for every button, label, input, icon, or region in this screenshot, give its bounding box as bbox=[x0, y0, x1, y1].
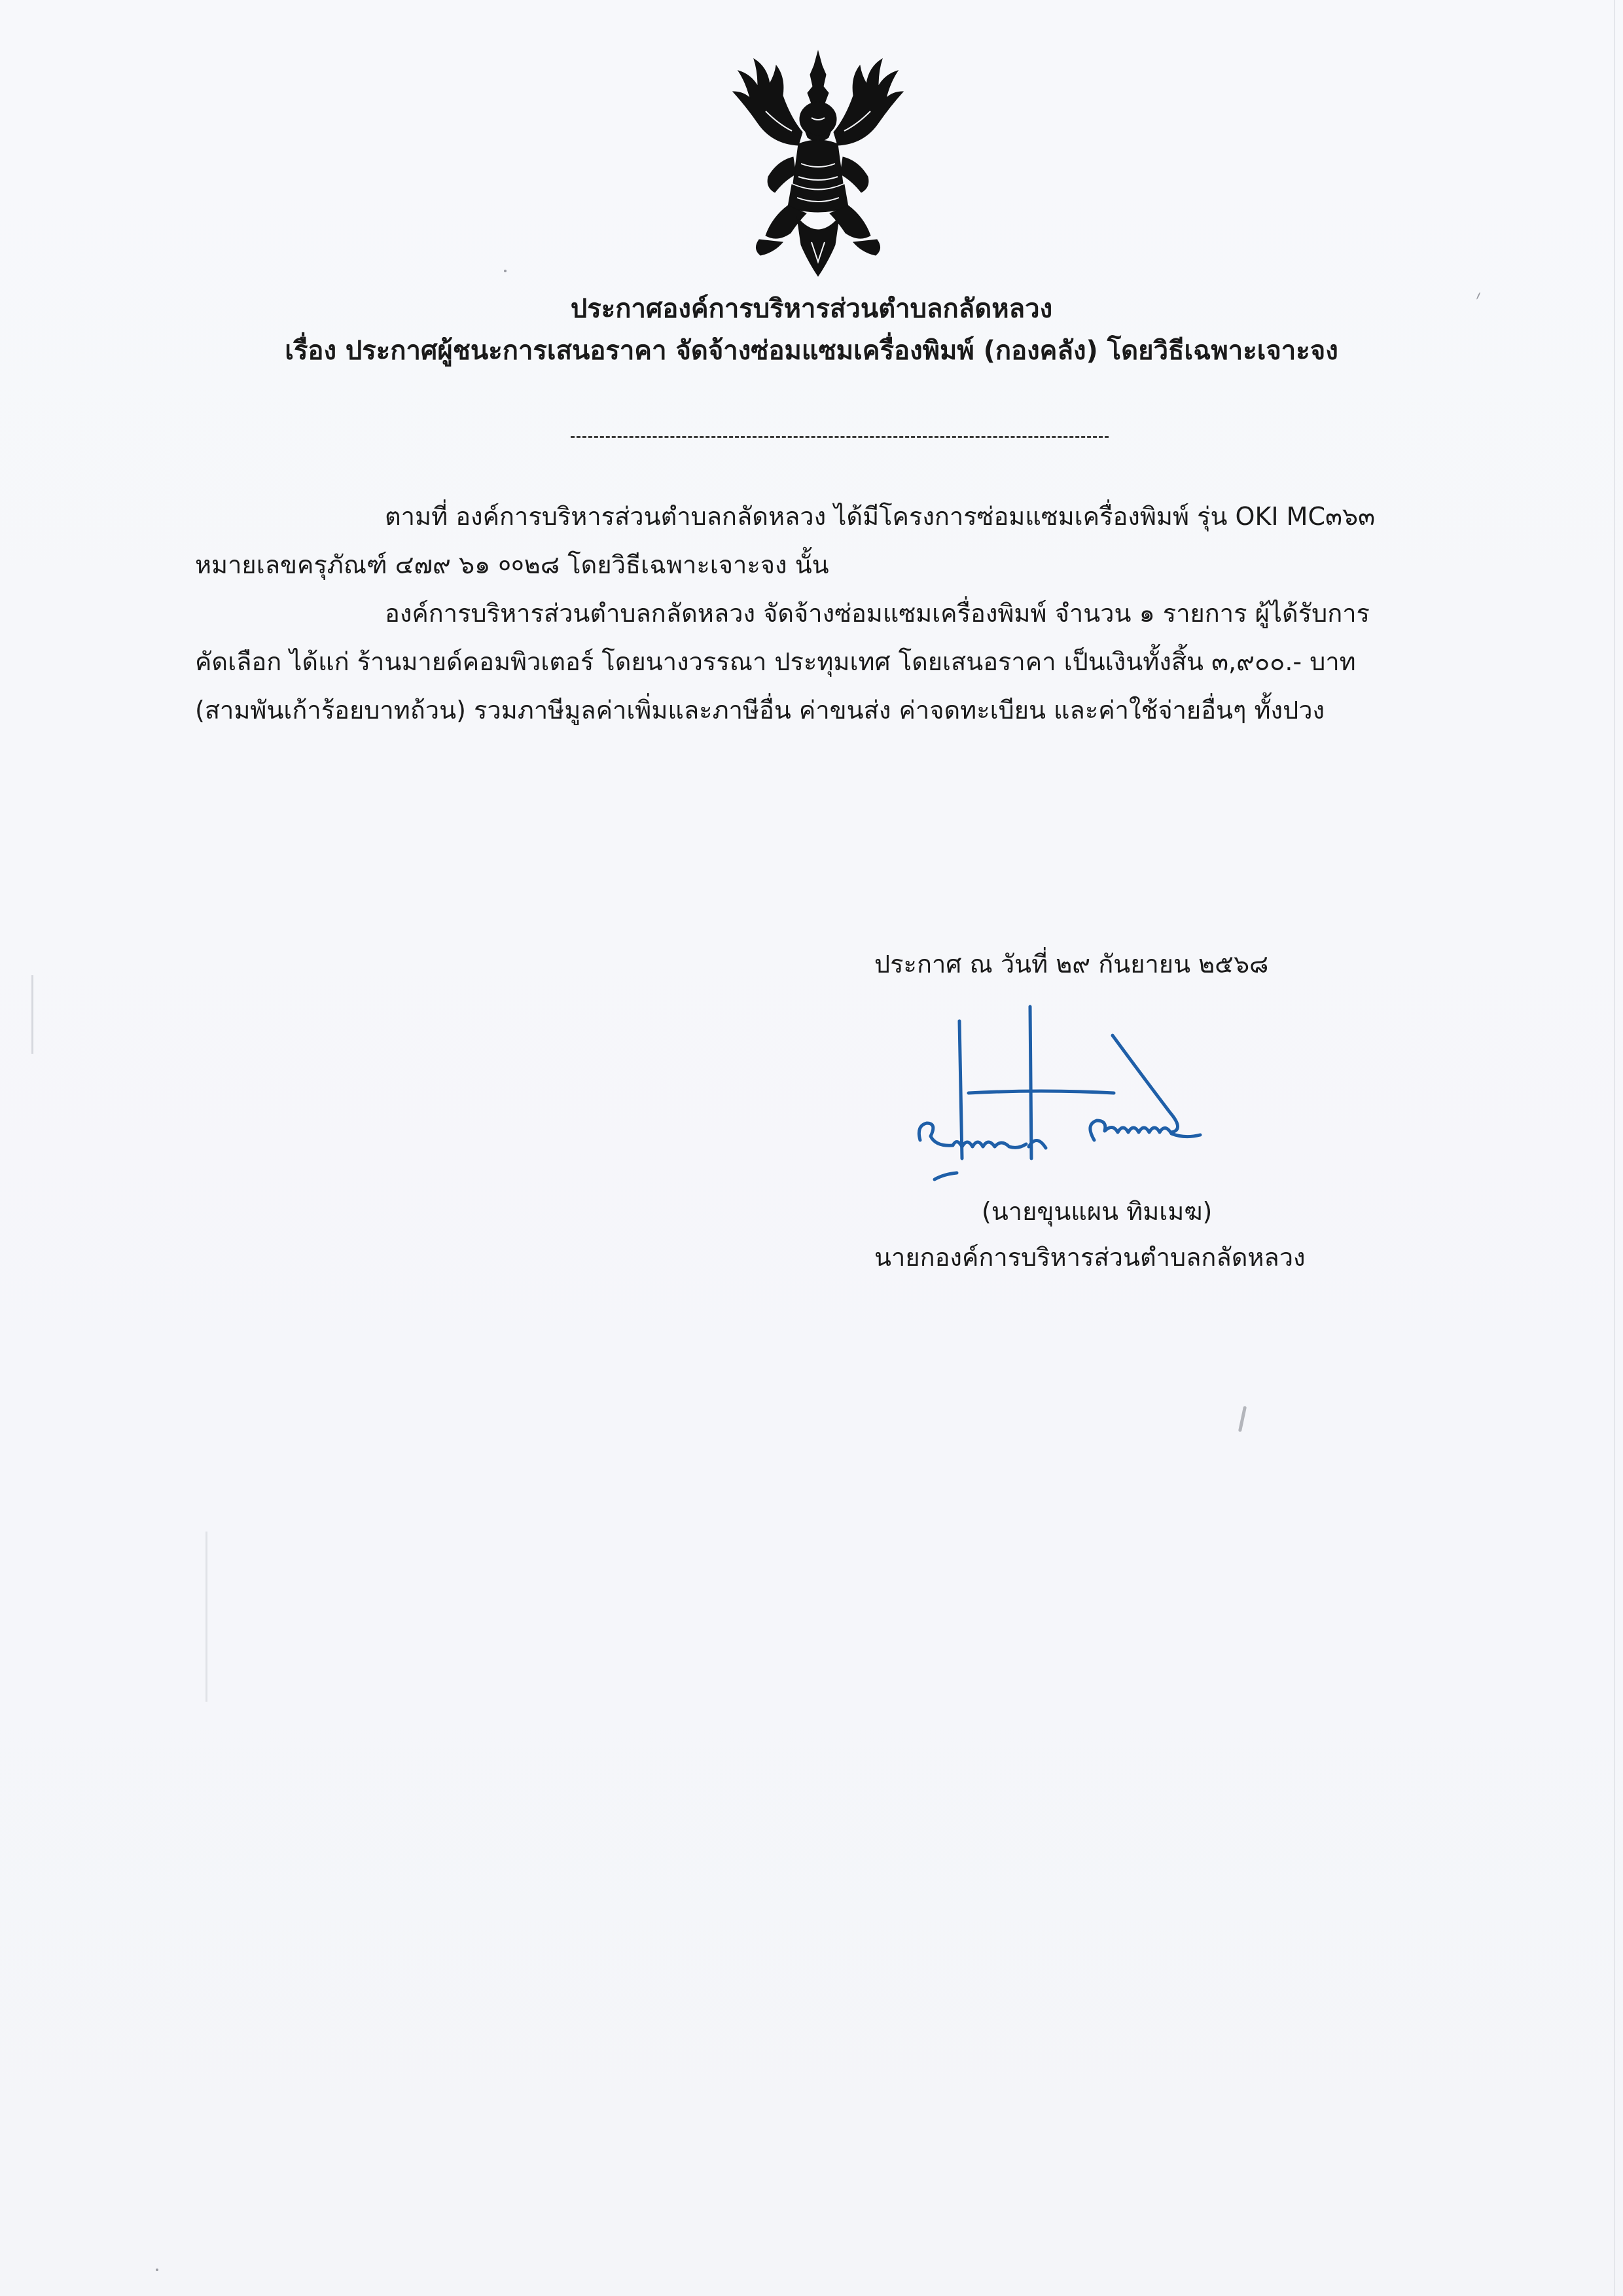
announcement-date: ประกาศ ณ วันที่ ๒๙ กันยายน ๒๕๖๘ bbox=[874, 950, 1269, 978]
paragraph-2-line-1: องค์การบริหารส่วนตำบลกลัดหลวง จัดจ้างซ่อมแซมเครื่องพิมพ์ จำนวน ๑ รายการ ผู้ได้รับการ bbox=[385, 599, 1370, 628]
signer-name: (นายขุนแผน ทิมเมฆ) bbox=[982, 1197, 1213, 1226]
paragraph-1 bbox=[195, 492, 1491, 589]
paragraph-2-line-2: คัดเลือก ได้แก่ ร้านมายด์คอมพิวเตอร์ โดยนางวรรณา ประทุมเทศ โดยเสนอราคา เป็นเงินทั้งสิ้น ๓,๙๐๐.- บาท bbox=[195, 647, 1356, 676]
scan-artifact bbox=[205, 1532, 207, 1702]
paragraph-2 bbox=[195, 589, 1491, 734]
dashed-divider bbox=[571, 436, 1109, 438]
scan-speck bbox=[1238, 1406, 1247, 1432]
announcement-body bbox=[195, 492, 1491, 734]
scan-artifact bbox=[31, 975, 33, 1054]
announcement-title: ประกาศองค์การบริหารส่วนตำบลกลัดหลวง bbox=[570, 294, 1053, 324]
paragraph-1-line-1: ตามที่ องค์การบริหารส่วนตำบลกลัดหลวง ได้มีโครงการซ่อมแซมเครื่องพิมพ์ รุ่น OKI MC๓๖๓ bbox=[385, 502, 1376, 531]
announcement-subject: เรื่อง ประกาศผู้ชนะการเสนอราคา จัดจ้างซ่อมแซมเครื่องพิมพ์ (กองคลัง) โดยวิธีเฉพาะเจาะจง bbox=[285, 336, 1338, 366]
paragraph-1-line-2: หมายเลขครุภัณฑ์ ๔๗๙ ๖๑ ००๒๘ โดยวิธีเฉพาะเจาะจง นั้น bbox=[195, 550, 829, 579]
paragraph-2-line-3: (สามพันเก้าร้อยบาทถ้วน) รวมภาษีมูลค่าเพิ่มและภาษีอื่น ค่าขนส่ง ค่าจดทะเบียน และค่าใช้จ่ายอื่นๆ ทั้งปวง bbox=[195, 696, 1325, 725]
handwritten-signature bbox=[897, 995, 1276, 1191]
scan-speck bbox=[156, 2269, 158, 2271]
signer-title: นายกองค์การบริหารส่วนตำบลกลัดหลวง bbox=[874, 1243, 1306, 1272]
scan-speck bbox=[504, 270, 507, 272]
garuda-emblem-icon bbox=[720, 46, 916, 281]
announcement-header bbox=[0, 288, 1623, 372]
